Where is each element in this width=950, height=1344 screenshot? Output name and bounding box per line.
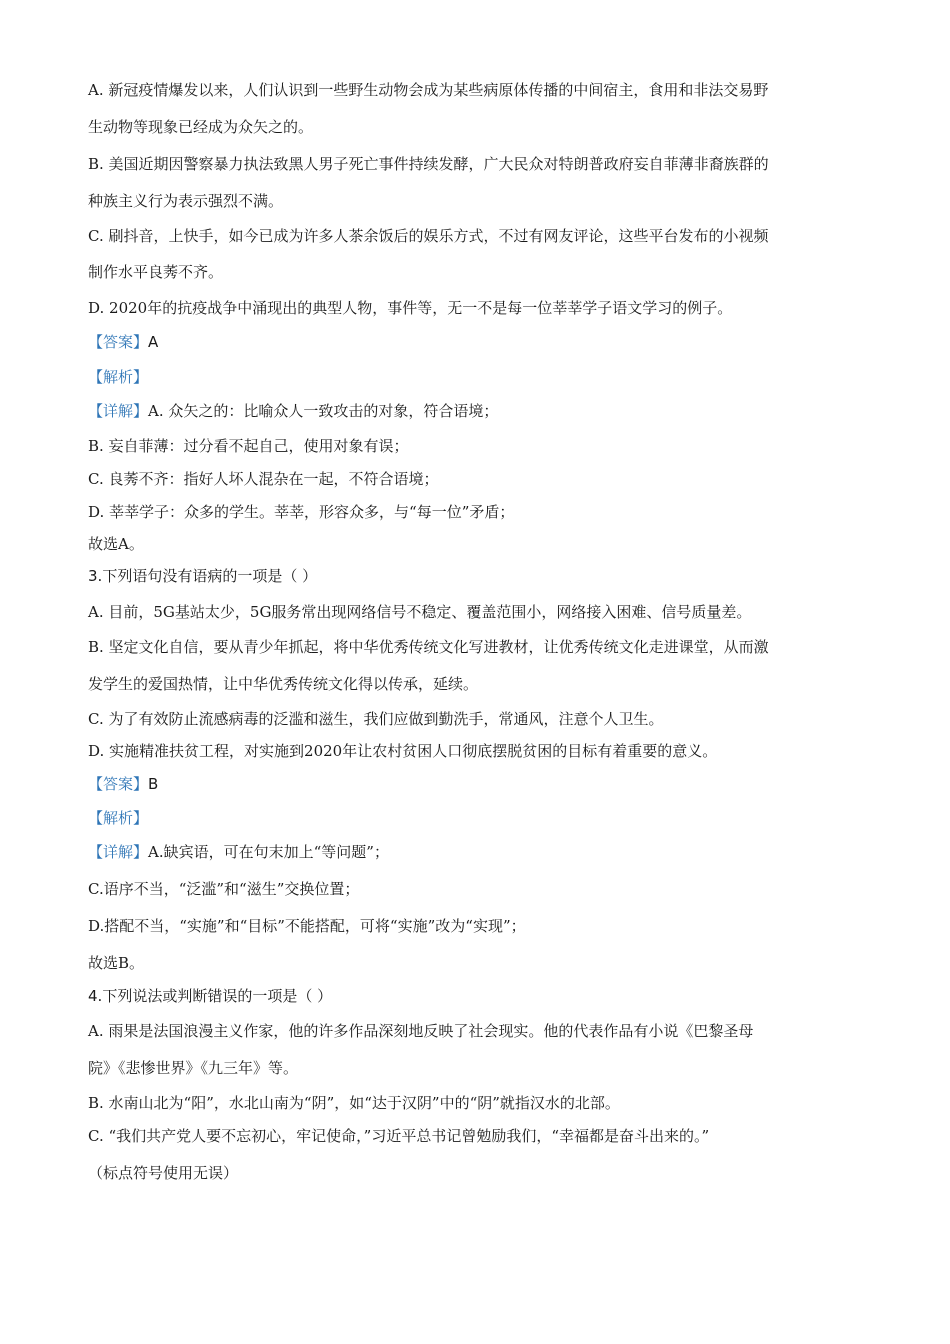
q2-option-b-line1: B. 美国近期因警察暴力执法致黑人男子死亡事件持续发酵，广大民众对特朗普政府妄自菲薄非裔族群的	[88, 155, 769, 173]
q2-option-a-line1: A. 新冠疫情爆发以来，人们认识到一些野生动物会成为某些病原体传播的中间宿主，食用和非法交易野	[88, 81, 769, 99]
question-text: 下列语句没有语病的一项是（ ）	[102, 567, 318, 585]
q2-option-b-line2: 种族主义行为表示强烈不满。	[88, 192, 284, 210]
q4-option-c-line2: （标点符号使用无误）	[88, 1164, 239, 1182]
q2-option-c-line2: 制作水平良莠不齐。	[88, 263, 224, 281]
q3-detail-a	[88, 842, 389, 862]
answer-value: A	[148, 333, 159, 351]
q3-option-d: D. 实施精准扶贫工程，对实施到2020年让农村贫困人口彻底摆脱贫困的目标有着重要的意义。	[88, 742, 718, 760]
detail-tag: 【详解】	[88, 843, 149, 861]
question-text: 下列说法或判断错误的一项是（ ）	[102, 987, 333, 1005]
detail-text: A. 众矢之的：比喻众人一致攻击的对象，符合语境；	[148, 402, 499, 420]
q2-answer-row	[88, 332, 158, 352]
q2-conclusion: 故选A。	[88, 535, 144, 553]
q3-answer-row	[88, 774, 158, 794]
answer-tag: 【答案】	[88, 775, 149, 793]
q3-analysis-tag: 【解析】	[88, 809, 149, 827]
q4-option-c-line1: C. “我们共产党人要不忘初心，牢记使命，”习近平总书记曾勉励我们，“幸福都是奋斗出来的。”	[88, 1127, 710, 1145]
q3-detail-d: D.搭配不当，“实施”和“目标”不能搭配，可将“实施”改为“实现”；	[88, 917, 526, 935]
q2-detail-c: C. 良莠不齐：指好人坏人混杂在一起，不符合语境；	[88, 470, 439, 488]
q3-conclusion: 故选B。	[88, 954, 145, 972]
q4-option-b: B. 水南山北为“阳”，水北山南为“阴”，如“达于汉阴”中的“阴”就指汉水的北部。	[88, 1094, 620, 1112]
q3-option-c: C. 为了有效防止流感病毒的泛滥和滋生，我们应做到勤洗手，常通风，注意个人卫生。	[88, 710, 664, 728]
question-number: 4.	[88, 987, 103, 1005]
question-number: 3.	[88, 567, 103, 585]
q2-analysis-tag: 【解析】	[88, 368, 149, 386]
answer-value: B	[148, 775, 159, 793]
q2-option-c-line1: C. 刷抖音，上快手，如今已成为许多人茶余饭后的娱乐方式，不过有网友评论，这些平台发布的小视频	[88, 227, 769, 245]
q2-detail-b: B. 妄自菲薄：过分看不起自己，使用对象有误；	[88, 437, 409, 455]
q4-stem	[88, 986, 332, 1006]
answer-tag: 【答案】	[88, 333, 149, 351]
q3-detail-c: C.语序不当，“泛滥”和“滋生”交换位置；	[88, 880, 360, 898]
q3-stem	[88, 566, 317, 586]
q3-option-b-line2: 发学生的爱国热情，让中华优秀传统文化得以传承，延续。	[88, 675, 479, 693]
q2-option-a-line2: 生动物等现象已经成为众矢之的。	[88, 118, 314, 136]
q2-detail-d: D. 莘莘学子：众多的学生。莘莘，形容众多，与“每一位”矛盾；	[88, 503, 515, 521]
q4-option-a-line1: A. 雨果是法国浪漫主义作家，他的许多作品深刻地反映了社会现实。他的代表作品有小说《巴黎圣母	[88, 1022, 754, 1040]
q3-option-a: A. 目前，5G基站太少，5G服务常出现网络信号不稳定、覆盖范围小，网络接入困难、信号质量差。	[88, 603, 752, 621]
detail-tag: 【详解】	[88, 402, 149, 420]
q2-option-d: D. 2020年的抗疫战争中涌现出的典型人物，事件等，无一不是每一位莘莘学子语文学习的例子。	[88, 299, 733, 317]
q3-option-b-line1: B. 坚定文化自信，要从青少年抓起，将中华优秀传统文化写进教材，让优秀传统文化走进课堂，从而激	[88, 638, 769, 656]
detail-text: A.缺宾语，可在句末加上“等问题”；	[148, 843, 389, 861]
q2-detail-a	[88, 401, 498, 421]
q4-option-a-line2: 院》《悲惨世界》《九三年》等。	[88, 1059, 299, 1077]
